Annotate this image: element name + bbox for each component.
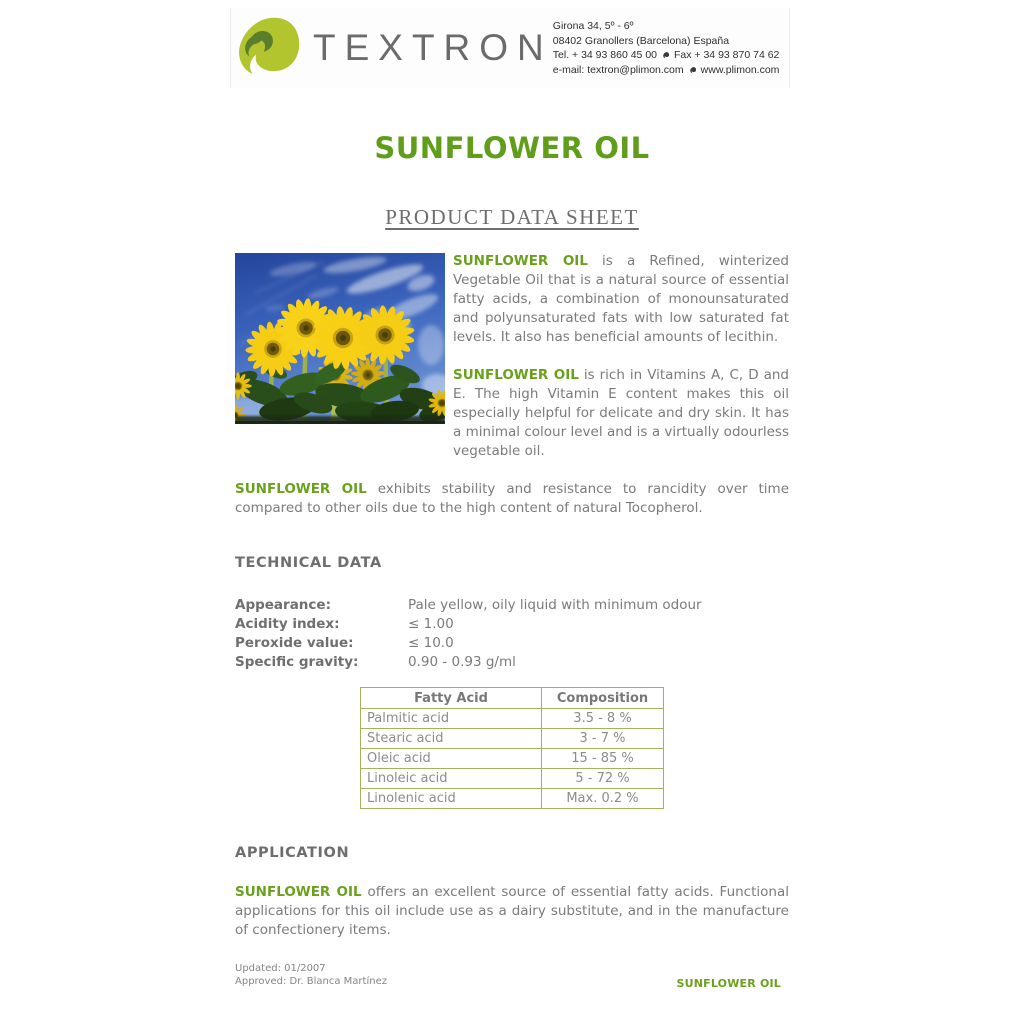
fax-text: Fax + 34 93 870 74 62 bbox=[674, 49, 780, 61]
spec-row bbox=[235, 634, 789, 653]
spec-row bbox=[235, 653, 789, 672]
cell-composition: 15 - 85 % bbox=[542, 749, 664, 769]
address-line: 08402 Granollers (Barcelona) España bbox=[552, 34, 730, 47]
table-row bbox=[361, 789, 664, 809]
application-heading: APPLICATION bbox=[235, 845, 350, 861]
technical-data-heading: TECHNICAL DATA bbox=[235, 555, 382, 571]
address-line: Girona 34, 5º - 6º bbox=[552, 20, 634, 32]
paragraph-text: is a Refined, winterized Vegetable Oil that is a natural source of essential fatty acids, a combination of monounsaturated and polyunsaturated fats with low saturated fat levels. It also has beneficial amounts of lecithin. bbox=[453, 253, 789, 345]
page-subtitle: PRODUCT DATA SHEET bbox=[385, 205, 639, 229]
column-header-fatty-acid: Fatty Acid bbox=[361, 688, 542, 709]
revision-info bbox=[235, 963, 387, 988]
table-row bbox=[361, 709, 664, 729]
cell-composition: Max. 0.2 % bbox=[542, 789, 664, 809]
approved-text: Approved: Dr. Blanca Martínez bbox=[235, 975, 387, 987]
footer-product-name: SUNFLOWER OIL bbox=[676, 977, 781, 990]
sunflowers-photo bbox=[235, 253, 445, 424]
cell-acid: Palmitic acid bbox=[361, 709, 542, 729]
cell-acid: Stearic acid bbox=[361, 729, 542, 749]
brand-text: SUNFLOWER OIL bbox=[235, 481, 367, 497]
cell-acid: Linolenic acid bbox=[361, 789, 542, 809]
table-header-row bbox=[361, 688, 664, 709]
cell-acid: Linoleic acid bbox=[361, 769, 542, 789]
cell-composition: 3.5 - 8 % bbox=[542, 709, 664, 729]
application-paragraph bbox=[235, 883, 789, 940]
spec-value: 0.90 - 0.93 g/ml bbox=[408, 654, 516, 670]
paragraph-text: offers an excellent source of essential fatty acids. Functional applications for this oil include use as a dairy substitute, and in the manufacture of confectionery items. bbox=[235, 884, 789, 938]
spec-label: Peroxide value: bbox=[235, 635, 354, 651]
table-row bbox=[361, 749, 664, 769]
spec-label: Acidity index: bbox=[235, 616, 340, 632]
paragraph-text: is rich in Vitamins A, C, D and E. The high Vitamin E content makes this oil especially helpful for delicate and dry skin. It has a minimal colour level and is a virtually odourless vegetable oil. bbox=[453, 367, 789, 459]
spec-row bbox=[235, 615, 789, 634]
cell-composition: 3 - 7 % bbox=[542, 729, 664, 749]
brand-text: SUNFLOWER OIL bbox=[453, 367, 579, 383]
fatty-acid-table bbox=[360, 687, 664, 809]
brand-text: SUNFLOWER OIL bbox=[235, 884, 362, 900]
company-name: TEXTRON bbox=[313, 27, 553, 68]
column-header-composition: Composition bbox=[542, 688, 664, 709]
cell-acid: Oleic acid bbox=[361, 749, 542, 769]
cell-composition: 5 - 72 % bbox=[542, 769, 664, 789]
page-title: SUNFLOWER OIL bbox=[374, 131, 650, 165]
spec-label: Appearance: bbox=[235, 597, 331, 613]
document-body bbox=[235, 0, 789, 1024]
spec-value: ≤ 1.00 bbox=[408, 616, 454, 632]
spec-label: Specific gravity: bbox=[235, 654, 359, 670]
website-text[interactable]: www.plimon.com bbox=[700, 63, 780, 76]
table-row bbox=[361, 769, 664, 789]
spec-value: ≤ 10.0 bbox=[408, 635, 454, 651]
introduction-section bbox=[235, 252, 789, 518]
paragraph-text: exhibits stability and resistance to rancidity over time compared to other oils due to the high content of natural Tocopherol. bbox=[235, 481, 789, 516]
spec-value: Pale yellow, oily liquid with minimum odour bbox=[408, 597, 702, 613]
updated-text: Updated: 01/2007 bbox=[235, 963, 326, 974]
table-row bbox=[361, 729, 664, 749]
intro-paragraph-3 bbox=[235, 480, 789, 518]
technical-specs-list bbox=[235, 596, 789, 672]
spec-row bbox=[235, 596, 789, 615]
email-text[interactable]: e-mail: textron@plimon.com bbox=[552, 63, 684, 76]
tel-text: Tel. + 34 93 860 45 00 bbox=[552, 49, 657, 61]
brand-text: SUNFLOWER OIL bbox=[453, 253, 588, 269]
